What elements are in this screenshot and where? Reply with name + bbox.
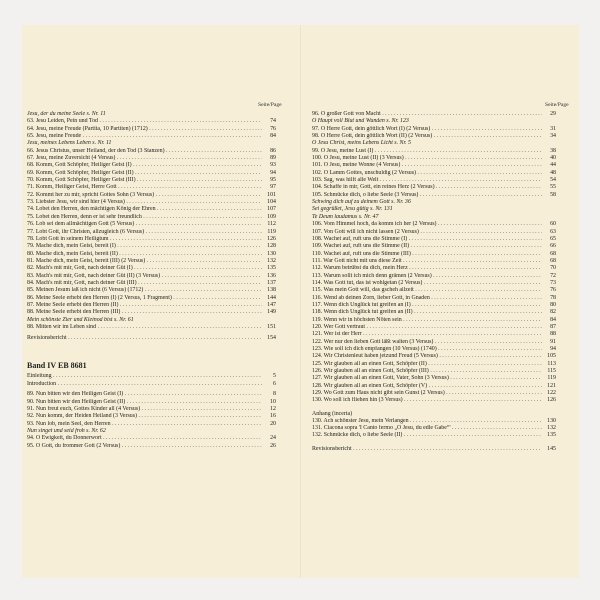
toc-entry [27,221,276,228]
revision-report-entry [312,446,556,453]
entry-page: 24 [270,435,276,442]
toc-entry [27,443,276,450]
cross-reference-entry [27,140,276,147]
entry-title: Jesu, meines Lebens Leben s. Nr. 11 [27,140,112,147]
toc-entry [27,413,276,420]
toc-entry [27,381,276,388]
entry-title: 67. Jesu, meine Zuversicht (4 Versus) . . . [27,155,262,162]
entry-title: 73. Liebster Jesu, wir sind hier (4 Versus) . . . [27,199,262,206]
entry-page: 109 [267,213,276,220]
entry-page: 132 [267,257,276,264]
entry-page: 8 [273,391,276,398]
entry-page: 144 [267,294,276,301]
entry-title: 96. O großer Gott von Macht . . . [312,111,542,118]
toc-entry [312,177,556,184]
entry-page: 68 [550,257,556,264]
toc-entry [312,302,556,309]
entry-title: 124. Wir Christenleut haben jetzund Freud (5 Versus) . . . [312,353,542,360]
entry-page: 74 [270,118,276,125]
entry-title: 82. Mach's mit mir, Gott, nach deiner Güt (I) . . . [27,265,262,272]
toc-entry [312,221,556,228]
toc-entry [312,418,556,425]
toc-entry [27,309,276,316]
entry-title: 99. O Jesu, meine Lust (I) . . . [312,148,542,155]
entry-page: 154 [267,334,276,341]
toc-entry [312,229,556,236]
entry-page: 93 [270,162,276,169]
entry-title: 69. Komm, Gott Schöpfer, Heiliger Geist (II) . . . [27,170,262,177]
entry-title: 80. Mache dich, mein Geist, bereit (II) . . . [27,251,262,258]
toc-entry [312,236,556,243]
toc-entry [312,390,556,397]
cross-reference-entry [312,206,556,213]
toc-entry [312,287,556,294]
entry-page: 34 [550,133,556,140]
toc-entry [312,346,556,353]
entry-page: 107 [267,206,276,213]
left-page-header: Seite/Page [258,102,282,108]
entry-title: Introduction . . . [27,381,262,388]
entry-title: 106. Vom Himmel hoch, da komm ich her (2 Versus) . . . [312,221,542,228]
toc-entry [312,258,556,265]
entry-page: 89 [270,155,276,162]
entry-title: 108. Wachet auf, ruft uns die Stimme (I) . . . [312,236,542,243]
toc-entry [312,126,556,133]
entry-page: 121 [547,382,556,389]
entry-page: 119 [267,228,276,235]
band-iv-toc-list [27,373,276,450]
toc-entry [27,251,276,258]
toc-entry [312,324,556,331]
entry-title: Revisionsbericht . . . [27,335,262,342]
entry-title: 64. Jesu, meine Freude (Partita, 10 Partiten) (1712) . . . [27,126,262,133]
entry-title: 130. Wo soll ich fliehen hin (3 Versus) . . . [312,397,542,404]
entry-page: 65 [550,235,556,242]
entry-page: 20 [270,420,276,427]
toc-entry [312,317,556,324]
entry-title: 71. Komm, Heiliger Geist, Herre Gott . . . [27,184,262,191]
entry-title: 63. Jesu Leiden, Pein und Tod . . . [27,118,262,125]
entry-page: 126 [267,235,276,242]
entry-title: 116. Wend ab deinen Zorn, lieber Gott, in Gnaden . . . [312,295,542,302]
entry-title: 115. Was mein Gott will, das gscheh allzeit . . . [312,287,542,294]
toc-entry [27,206,276,213]
entry-title: 81. Mache dich, mein Geist, bereit (III) (2 Versus) . . . [27,258,262,265]
entry-page: 26 [270,442,276,449]
toc-entry [27,373,276,380]
toc-entry [312,148,556,155]
entry-title: 117. Wenn dich Unglück tut greifen an (I) . . . [312,302,542,309]
entry-page: 55 [550,184,556,191]
entry-title: 93. Nun lob, mein Seel, den Herren . . . [27,421,262,428]
entry-page: 58 [550,191,556,198]
entry-title: 88. Meine Seele erhebt den Herren (III) . . . [27,309,262,316]
band-heading: Band IV EB 8681 [27,361,87,371]
entry-title: Te Deum laudamus s. Nr. 47 [312,213,379,220]
entry-page: 12 [270,406,276,413]
left-toc-list [27,111,276,342]
entry-page: 78 [550,294,556,301]
entry-title: 100. O Jesu, meine Lust (II) (3 Versus) . . . [312,155,542,162]
toc-entry [312,361,556,368]
toc-entry [27,258,276,265]
entry-title: 105. Schmücke dich, o liebe Seele (3 Versus) . . . [312,192,542,199]
entry-title: 110. Wachet auf, ruft uns die Stimme (III) . . . [312,251,542,258]
entry-page: 40 [550,155,556,162]
entry-page: 82 [550,309,556,316]
toc-entry [27,162,276,169]
entry-page: 86 [270,147,276,154]
toc-entry [312,280,556,287]
toc-entry [312,375,556,382]
right-page [312,111,556,453]
entry-page: 60 [550,221,556,228]
entry-title: 121. Wer ist der Herr . . . [312,331,542,338]
toc-entry [27,280,276,287]
entry-title: 120. Wer Gott vertraut . . . [312,324,542,331]
entry-title: O Jesu Christ, meins Lebens Licht s. Nr. 5 [312,140,411,147]
toc-entry [312,331,556,338]
anhang-heading: Anhang (incerta) [312,410,353,417]
toc-entry [312,265,556,272]
toc-entry [27,421,276,428]
entry-page: 84 [550,316,556,323]
entry-page: 10 [270,398,276,405]
entry-title: 94. O Ewigkeit, du Donnerwort . . . [27,435,262,442]
toc-entry [312,383,556,390]
entry-page: 128 [267,243,276,250]
entry-title: 68. Komm, Gott Schöpfer, Heiliger Geist (I) . . . [27,162,262,169]
toc-entry [27,133,276,140]
entry-title: 113. Warum sollt ich mich denn grämen (2 Versus) . . . [312,273,542,280]
entry-page: 136 [267,272,276,279]
toc-entry [312,397,556,404]
toc-entry [312,295,556,302]
entry-title: 74. Lobet den Herren, den mächtigen König der Ehren . . . [27,206,262,213]
toc-entry [27,324,276,331]
entry-page: 122 [547,390,556,397]
entry-title: 111. War Gott nicht mit uns diese Zeit . . . [312,258,542,265]
entry-title: 103. Sag, was hilft alle Welt . . . [312,177,542,184]
entry-title: 66. Jesus Christus, unser Heiland, der den Tod (3 Stanzen) . . . [27,148,262,155]
entry-page: 88 [550,331,556,338]
toc-entry [312,273,556,280]
toc-entry [312,243,556,250]
entry-title: Schwing dich auf zu deinem Gott s. Nr. 36 [312,199,411,206]
cross-reference-entry [312,140,556,147]
entry-title: 91. Nun freut euch, Gottes Kinder all (4 Versus) . . . [27,406,262,413]
entry-title: 76. Lob sei dem allmächtigen Gott (5 Versus) . . . [27,221,262,228]
toc-entry [27,295,276,302]
entry-title: 119. Wenn wir in höchsten Nöten sein . . . [312,317,542,324]
entry-title: 101. O Jesu, meine Wonne (4 Versus) . . . [312,162,542,169]
entry-title: Jesu, der du meine Seele s. Nr. 11 [27,111,106,117]
entry-page: 5 [273,373,276,380]
entry-title: 107. Von Gott will ich nicht lassen (2 Versus) . . . [312,229,542,236]
toc-entry [27,302,276,309]
toc-entry [27,273,276,280]
entry-title: 122. Wer nur den lieben Gott läßt walten (3 Versus) . . . [312,339,542,346]
entry-title: 98. O Herre Gott, dein göttlich Wort (II) (2 Versus) . . . [312,133,542,140]
toc-entry [27,126,276,133]
entry-page: 73 [550,279,556,286]
entry-title: 114. Was Gott tut, das ist wohlgetan (2 Versus) . . . [312,280,542,287]
right-page-header: Seite/Page [545,102,569,108]
entry-title: 65. Jesu, meine Freude . . . [27,133,262,140]
entry-title: 90. Nun bitten wir den Heiligen Geist (II) . . . [27,399,262,406]
entry-title: 70. Komm, Gott Schöpfer, Heiliger Geist (III) . . . [27,177,262,184]
toc-entry [27,243,276,250]
entry-title: 97. O Herre Gott, dein göttlich Wort (I) (2 Versus) . . . [312,126,542,133]
toc-entry [27,177,276,184]
entry-page: 94 [270,169,276,176]
toc-entry [312,251,556,258]
toc-entry [312,368,556,375]
entry-page: 101 [267,191,276,198]
entry-title: 130. Ach schönster Jesu, mein Verlangen . . . [312,418,542,425]
toc-entry [27,335,276,342]
right-toc-list [312,111,556,405]
entry-title: Sei gegrüßet, Jesu gütig s. Nr. 131 [312,206,393,213]
entry-title: 87. Meine Seele erhebt den Herren (II) . . . [27,302,262,309]
toc-entry [27,236,276,243]
entry-title: 78. Lobt Gott in seinem Heiligtum . . . [27,236,262,243]
entry-page: 145 [547,445,556,452]
entry-title: 118. Wenn dich Unglück tut greifen an (II) . . . [312,309,542,316]
toc-entry [312,184,556,191]
toc-entry [312,353,556,360]
entry-title: O Haupt voll Blut und Wunden s. Nr. 123 [312,118,409,125]
toc-entry [312,162,556,169]
entry-title: 75. Lobet den Herren, denn er ist sehr freundlich . . . [27,214,262,221]
entry-title: 127. Wir glauben all an einen Gott, Vater, Sohn (3 Versus) . . . [312,375,542,382]
entry-page: 130 [547,417,556,424]
entry-page: 115 [547,368,556,375]
entry-title: 104. Schaffe in mir, Gott, ein reines Herz (2 Versus) . . . [312,184,542,191]
entry-page: 48 [550,169,556,176]
entry-page: 135 [547,432,556,439]
toc-entry [27,229,276,236]
toc-entry [312,192,556,199]
entry-title: 132. Schmücke dich, o liebe Seele (II) . . . [312,432,542,439]
entry-page: 138 [267,287,276,294]
entry-page: 84 [270,133,276,140]
toc-entry [27,148,276,155]
entry-page: 72 [550,272,556,279]
entry-title: Nun singet und seid froh s. Nr. 62 [27,428,106,435]
entry-title: 86. Meine Seele erhebt den Herren (I) (2 Versus, 1 Fragment) . . . [27,295,262,302]
cross-reference-entry [312,199,556,206]
entry-page: 95 [270,177,276,184]
entry-page: 147 [267,301,276,308]
entry-page: 76 [270,125,276,132]
entry-page: 149 [267,309,276,316]
entry-page: 126 [547,397,556,404]
toc-entry [27,287,276,294]
toc-entry [27,170,276,177]
entry-page: 151 [267,323,276,330]
cross-reference-entry [27,317,276,324]
toc-entry [312,170,556,177]
toc-entry [312,111,556,118]
entry-title: 126. Wir glauben all an einen Gott, Schöpfer (III) . . . [312,368,542,375]
entry-page: 66 [550,243,556,250]
anhang-toc-list [312,418,556,440]
entry-page: 135 [267,265,276,272]
entry-title: Mein schönste Zier und Kleinod bist s. Nr. 61 [27,316,134,323]
toc-entry [27,214,276,221]
book-fold [300,25,302,578]
toc-entry [27,184,276,191]
entry-page: 80 [550,301,556,308]
entry-page: 105 [547,353,556,360]
toc-entry [27,265,276,272]
entry-title: 123. Wie soll ich dich empfangen (10 Versus) (1740) . . . [312,346,542,353]
toc-entry [27,399,276,406]
entry-title: 84. Mach's mit mir, Gott, nach deiner Güt (III) . . . [27,280,262,287]
entry-page: 91 [550,338,556,345]
entry-page: 38 [550,147,556,154]
entry-title: 85. Meinen Jesum laß ich nicht (6 Versus) (1712) . . . [27,287,262,294]
cross-reference-entry [27,111,276,118]
entry-page: 113 [547,360,556,367]
entry-title: 129. Wo Gott zum Haus nicht gibt sein Gunst (2 Versus) . . . [312,390,542,397]
entry-title: 125. Wir glauben all an einen Gott, Schöpfer (II) . . . [312,361,542,368]
entry-page: 112 [267,221,276,228]
toc-entry [312,309,556,316]
toc-entry [27,118,276,125]
entry-page: 68 [550,250,556,257]
entry-title: 128. Wir glauben all an einen Gott, Schöpfer (V) . . . [312,383,542,390]
entry-page: 29 [550,111,556,117]
toc-entry [312,155,556,162]
entry-page: 16 [270,413,276,420]
entry-title: 77. Lobt Gott, ihr Christen, allzugleich (6 Versus) . . . [27,229,262,236]
entry-title: 92. Nun komm, der Heiden Heiland (3 Versus) . . . [27,413,262,420]
entry-title: Revisionsbericht . . . [312,446,542,453]
entry-page: 70 [550,265,556,272]
entry-page: 44 [550,162,556,169]
toc-entry [27,391,276,398]
cross-reference-entry [312,118,556,125]
toc-entry [312,339,556,346]
entry-page: 130 [267,250,276,257]
cross-reference-entry [27,428,276,435]
entry-page: 87 [550,323,556,330]
entry-page: 6 [273,380,276,387]
toc-entry [312,425,556,432]
toc-entry [27,199,276,206]
entry-page: 31 [550,125,556,132]
entry-page: 63 [550,228,556,235]
entry-page: 54 [550,177,556,184]
entry-page: 137 [267,279,276,286]
entry-title: 95. O Gott, du frommer Gott (2 Versus) . . . [27,443,262,450]
entry-page: 119 [547,375,556,382]
entry-title: 112. Warum betrübst du dich, mein Herz . . . [312,265,542,272]
entry-title: 89. Nun bitten wir den Heiligen Geist (I) . . . [27,391,262,398]
entry-title: 79. Mache dich, mein Geist, bereit (I) . . . [27,243,262,250]
toc-entry [312,432,556,439]
entry-title: 88. Mitten wir im Leben sind . . . [27,324,262,331]
toc-entry [312,133,556,140]
left-page [27,111,276,450]
entry-title: Einleitung . . . [27,373,262,380]
entry-title: 72. Kommt her zu mir, spricht Gottes Sohn (3 Versus) . . . [27,192,262,199]
entry-page: 132 [547,425,556,432]
cross-reference-entry [312,214,556,221]
entry-page: 97 [270,184,276,191]
toc-entry [27,192,276,199]
entry-page: 76 [550,287,556,294]
toc-entry [27,406,276,413]
entry-title: 131. Ciacona sopra 'I Canto fermo „O Jesu, du edle Gabe“' . . . [312,425,542,432]
entry-page: 94 [550,346,556,352]
entry-title: 109. Wachet auf, ruft uns die Stimme (II) . . . [312,243,542,250]
entry-title: 83. Mach's mit mir, Gott, nach deiner Güt (II) (3 Versus) . . . [27,273,262,280]
entry-title: 102. O Lamm Gottes, unschuldig (2 Versus) . . . [312,170,542,177]
entry-page: 104 [267,199,276,206]
toc-entry [27,155,276,162]
toc-entry [27,435,276,442]
